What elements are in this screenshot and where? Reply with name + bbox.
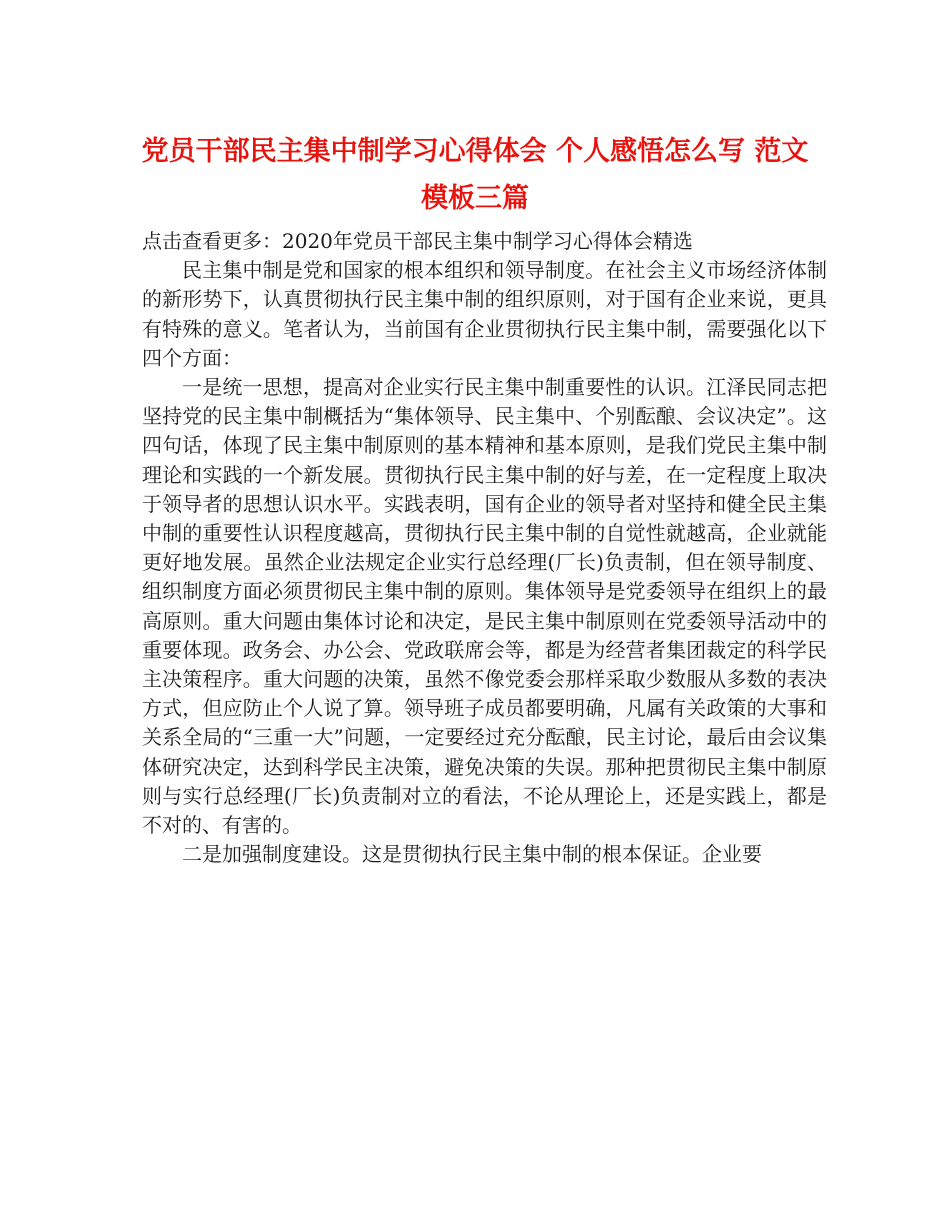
paragraph-point-two: 二是加强制度建设。这是贯彻执行民主集中制的根本保证。企业要 [182,842,762,867]
document-body [142,227,827,869]
document-title: 党员干部民主集中制学习心得体会 个人感悟怎么写 范文模板三篇 [141,136,809,214]
more-link[interactable]: 点击查看更多：2020年党员干部民主集中制学习心得体会精选 [142,229,693,253]
paragraph-intro: 民主集中制是党和国家的根本组织和领导制度。在社会主义市场经济体制的新形势下，认真贯彻执行民主集中制的组织原则，对于国有企业来说，更具有特殊的意义。笔者认为，当前国有企业贯彻执行民主集中制，需要强化以下四个方面： [142,258,827,370]
paragraph-point-one: 一是统一思想，提高对企业实行民主集中制重要性的认识。江泽民同志把坚持党的民主集中制概括为“集体领导、民主集中、个别酝酿、会议决定”。这四句话，体现了民主集中制原则的基本精神和基本原则，是我们党民主集中制理论和实践的一个新发展。贯彻执行民主集中制的好与差，在一定程度上取决于领导者的思想认识水平。实践表明，国有企业的领导者对坚持和健全民主集中制的重要性认识程度越高，贯彻执行民主集中制的自觉性就越高，企业就能更好地发展。虽然企业法规定企业实行总经理(厂长)负责制，但在领导制度、组织制度方面必须贯彻民主集中制的原则。集体领导是党委领导在组织上的最高原则。重大问题由集体讨论和决定，是民主集中制原则在党委领导活动中的重要体现。政务会、办公会、党政联席会等，都是为经营者集团裁定的科学民主决策程序。重大问题的决策，虽然不像党委会那样采取少数服从多数的表决方式，但应防止个人说了算。领导班子成员都要明确，凡属有关政策的大事和关系全局的“三重一大”问题，一定要经过充分酝酿，民主讨论，最后由会议集体研究决定，达到科学民主决策，避免决策的失误。那种把贯彻民主集中制原则与实行总经理(厂长)负责制对立的看法，不论从理论上，还是实践上，都是不对的、有害的。 [142,375,827,838]
